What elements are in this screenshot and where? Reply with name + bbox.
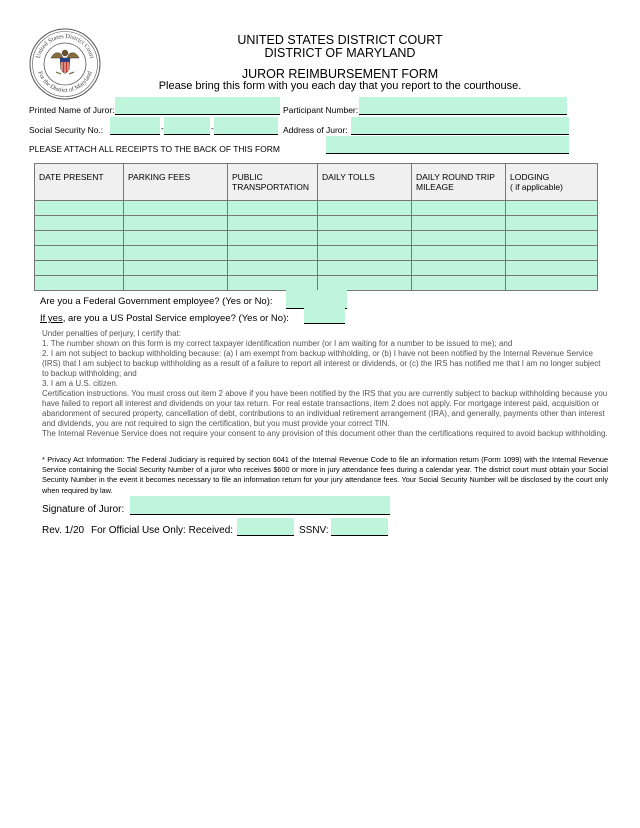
privacy-act-notice: * Privacy Act Information: The Federal Judiciary is required by section 6041 of the Internal Revenue Code to file an information return (Form 1099) with the Internal Revenue Service containing the Social Security Number of a juror who receives $600 or more in jury attendance fees during a calendar year. The district court must obtain your Social Security Number in the event it becomes necessary to file an information return for your jury attendance fees. Your Social Security Number will be disclosed by the court only when required by law. (42, 455, 608, 495)
expense-table-header (35, 164, 598, 201)
col-public-transportation: PUBLIC TRANSPORTATION (228, 164, 318, 201)
federal-employee-field[interactable] (286, 290, 347, 309)
printed-name-label: Printed Name of Juror: (29, 105, 115, 115)
table-cell[interactable] (228, 231, 318, 246)
cert-consent: The Internal Revenue Service does not require your consent to any provision of this document other than the certifications required to avoid backup withholding. (42, 429, 608, 438)
table-cell[interactable] (412, 216, 506, 231)
table-cell[interactable] (506, 246, 598, 261)
table-cell[interactable] (35, 216, 124, 231)
court-name: UNITED STATES DISTRICT COURT (237, 33, 443, 47)
ssnv-label: SSNV: (299, 525, 329, 536)
cert-item-3: 3. I am a U.S. citizen. (42, 379, 119, 388)
table-row (35, 246, 598, 261)
ssn-label: Social Security No.: (29, 125, 104, 135)
ssn-part1-field[interactable] (110, 117, 160, 135)
table-cell[interactable] (35, 276, 124, 291)
signature-field[interactable] (130, 496, 390, 515)
table-cell[interactable] (124, 246, 228, 261)
table-cell[interactable] (228, 276, 318, 291)
table-row (35, 276, 598, 291)
table-cell[interactable] (412, 276, 506, 291)
table-row (35, 216, 598, 231)
table-cell[interactable] (228, 261, 318, 276)
col-parking-fees: PARKING FEES (124, 164, 228, 201)
certification-block (42, 329, 608, 439)
ssnv-field[interactable] (331, 518, 388, 536)
col-date-present: DATE PRESENT (35, 164, 124, 201)
official-use-label: For Official Use Only: Received: (91, 525, 234, 536)
table-cell[interactable] (318, 276, 412, 291)
postal-employee-question (40, 313, 289, 324)
ssn-separator: - (211, 123, 214, 133)
table-cell[interactable] (318, 246, 412, 261)
participant-number-label: Participant Number: (283, 105, 359, 115)
table-cell[interactable] (412, 201, 506, 216)
expense-table (34, 163, 598, 291)
table-cell[interactable] (506, 231, 598, 246)
participant-number-field[interactable] (359, 97, 567, 115)
table-cell[interactable] (506, 216, 598, 231)
form-title: JUROR REIMBURSEMENT FORM (241, 67, 439, 81)
form-instruction: Please bring this form with you each day that you report to the courthouse. (158, 80, 522, 92)
table-cell[interactable] (506, 276, 598, 291)
table-cell[interactable] (35, 231, 124, 246)
received-field[interactable] (237, 518, 294, 536)
table-cell[interactable] (412, 261, 506, 276)
table-cell[interactable] (35, 261, 124, 276)
table-cell[interactable] (124, 231, 228, 246)
col-daily-tolls: DAILY TOLLS (318, 164, 412, 201)
table-row (35, 261, 598, 276)
address-field-line2[interactable] (326, 136, 569, 154)
table-cell[interactable] (124, 216, 228, 231)
ssn-part3-field[interactable] (214, 117, 278, 135)
cert-intro: Under penalties of perjury, I certify that: (42, 329, 182, 338)
table-row (35, 231, 598, 246)
table-cell[interactable] (228, 216, 318, 231)
table-row (35, 201, 598, 216)
table-cell[interactable] (124, 261, 228, 276)
col-daily-round-trip-mileage: DAILY ROUND TRIP MILEAGE (412, 164, 506, 201)
table-cell[interactable] (35, 246, 124, 261)
table-cell[interactable] (318, 201, 412, 216)
seal-ring-text-bottom: For the District of Maryland (36, 70, 94, 95)
table-cell[interactable] (228, 201, 318, 216)
table-cell[interactable] (506, 201, 598, 216)
table-cell[interactable] (35, 201, 124, 216)
ssn-separator: - (161, 123, 164, 133)
postal-if-yes: If yes (40, 313, 63, 324)
table-cell[interactable] (318, 231, 412, 246)
table-cell[interactable] (506, 261, 598, 276)
address-label: Address of Juror: (283, 125, 348, 135)
postal-question-text: , are you a US Postal Service employee? (Yes or No): (62, 313, 289, 324)
table-cell[interactable] (124, 276, 228, 291)
district-name: DISTRICT OF MARYLAND (264, 46, 416, 60)
cert-item-1: 1. The number shown on this form is my correct taxpayer identification number (or I am waiting for a number to be issued to me); and (42, 339, 513, 348)
receipts-notice: PLEASE ATTACH ALL RECEIPTS TO THE BACK OF THIS FORM (29, 144, 280, 154)
cert-instructions: Certification instructions. You must cross out item 2 above if you have been notified by the IRS that you are currently subject to backup withholding because you have failed to report all interest and dividends on your tax return. For real estate transactions, item 2 does not apply. For mortgage interest paid, acquisition or abandonment of secured property, cancellation of debt, contributions to an individual retirement arrangement (IRA), and generally, payments other than interest and dividends, you are not required to sign the certification, but you must provide your correct TIN. (42, 389, 608, 428)
revision-label: Rev. 1/20 (42, 525, 85, 536)
table-cell[interactable] (124, 201, 228, 216)
table-cell[interactable] (318, 216, 412, 231)
address-field[interactable] (351, 117, 569, 135)
table-cell[interactable] (228, 246, 318, 261)
col-lodging: LODGING ( if applicable) (506, 164, 598, 201)
table-cell[interactable] (412, 231, 506, 246)
printed-name-field[interactable] (115, 97, 280, 115)
seal-ring-text-top: United States District Court (34, 32, 96, 60)
table-cell[interactable] (318, 261, 412, 276)
signature-label: Signature of Juror: (42, 504, 125, 515)
cert-item-2: 2. I am not subject to backup withholding because: (a) I am exempt from backup withholding, or (b) I have not been notified by the Internal Revenue Service (IRS) that I am subject to backup withholding as a result of a failure to report all interest or dividends, or (c) the IRS has notified me that I am no longer subject to backup withholding; and (42, 349, 601, 378)
postal-employee-field[interactable] (304, 308, 345, 324)
table-cell[interactable] (412, 246, 506, 261)
ssn-part2-field[interactable] (164, 117, 210, 135)
federal-employee-question: Are you a Federal Government employee? (Yes or No): (40, 296, 273, 307)
